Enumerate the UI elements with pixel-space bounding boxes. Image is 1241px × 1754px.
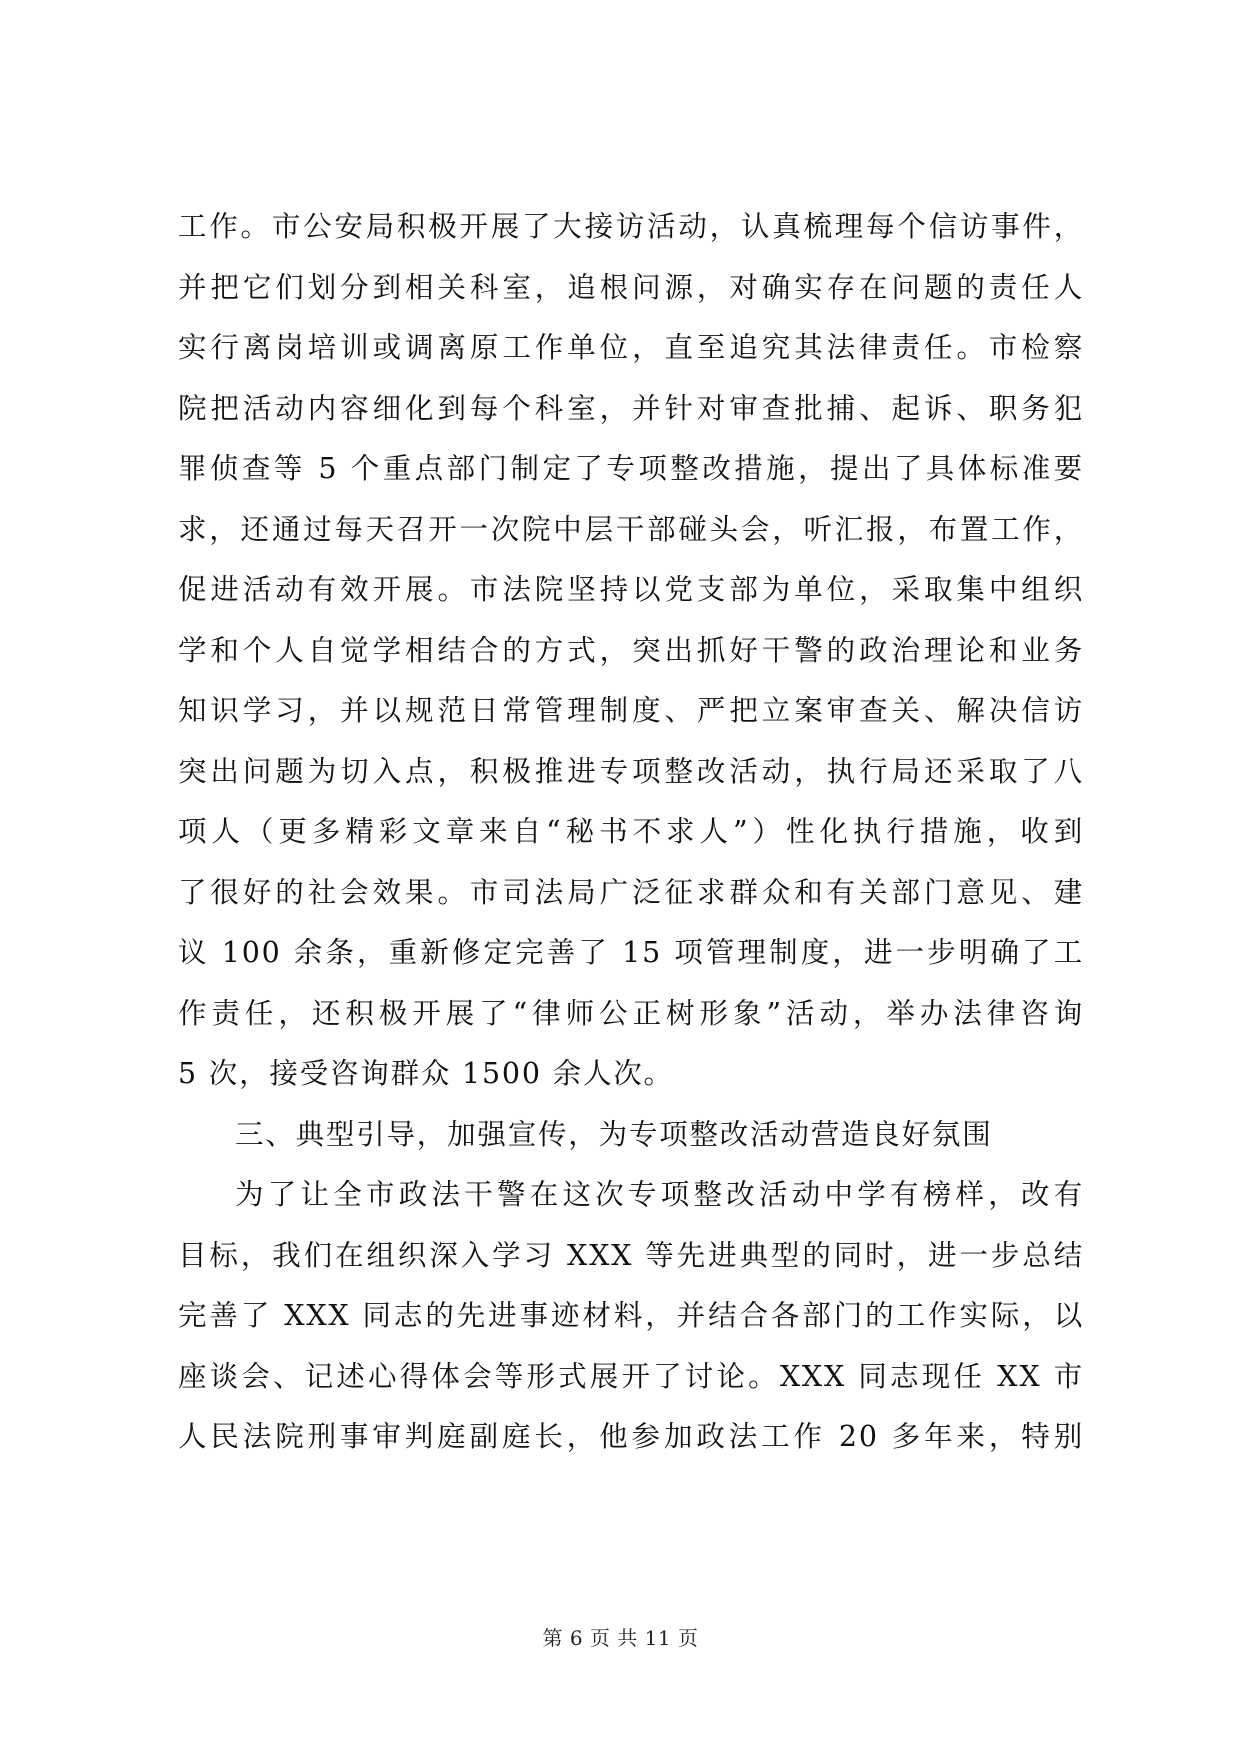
text-line: 并把它们划分到相关科室，追根问源，对确实存在问题的责任人 [178, 270, 1084, 304]
text-line: 促进活动有效开展。市法院坚持以党支部为单位，采取集中组织 [178, 573, 1084, 606]
text-line: 院把活动内容细化到每个科室，并针对审查批捕、起诉、职务犯 [178, 391, 1084, 425]
text-line: 座谈会、记述心得体会等形式展开了讨论。XXX 同志现任 XX 市 [178, 1359, 1084, 1393]
text-line: 项人（更多精彩文章来自“秘书不求人”）性化执行措施，收到 [178, 815, 1084, 848]
text-line: 作责任，还积极开展了“律师公正树形象”活动，举办法律咨询 [178, 996, 1084, 1030]
text-line: 目标，我们在组织深入学习 XXX 等先进典型的同时，进一步总结 [178, 1238, 1084, 1272]
text-line: 议 100 余条，重新修定完善了 15 项管理制度，进一步明确了工 [178, 936, 1084, 969]
text-line: 学和个人自觉学相结合的方式，突出抓好干警的政治理论和业务 [178, 633, 1084, 667]
text-line: 突出问题为切入点，积极推进专项整改活动，执行局还采取了八 [178, 754, 1084, 788]
text-line: 完善了 XXX 同志的先进事迹材料，并结合各部门的工作实际，以 [178, 1299, 1084, 1332]
text-line: 实行离岗培训或调离原工作单位，直至追究其法律责任。市检察 [178, 331, 1084, 364]
text-line: 罪侦查等 5 个重点部门制定了专项整改措施，提出了具体标准要 [178, 452, 1084, 485]
text-line: 5 次，接受咨询群众 1500 余人次。 [178, 1057, 674, 1090]
text-line: 知识学习，并以规范日常管理制度、严把立案审查关、解决信访 [178, 694, 1084, 727]
text-line: 工作。市公安局积极开展了大接访活动，认真梳理每个信访事件， [178, 210, 1084, 243]
section-heading: 三、典型引导，加强宣传，为专项整改活动营造良好氛围 [235, 1117, 993, 1151]
body-text [178, 197, 1084, 1468]
text-line: 了很好的社会效果。市司法局广泛征求群众和有关部门意见、建 [178, 875, 1084, 909]
page-number: 第 6 页 共 11 页 [542, 1626, 699, 1650]
text-line: 人民法院刑事审判庭副庭长，他参加政法工作 20 多年来，特别 [178, 1420, 1084, 1453]
text-line: 为了让全市政法干警在这次专项整改活动中学有榜样，改有 [235, 1178, 1084, 1211]
text-line: 求，还通过每天召开一次院中层干部碰头会，听汇报，布置工作， [178, 512, 1084, 546]
